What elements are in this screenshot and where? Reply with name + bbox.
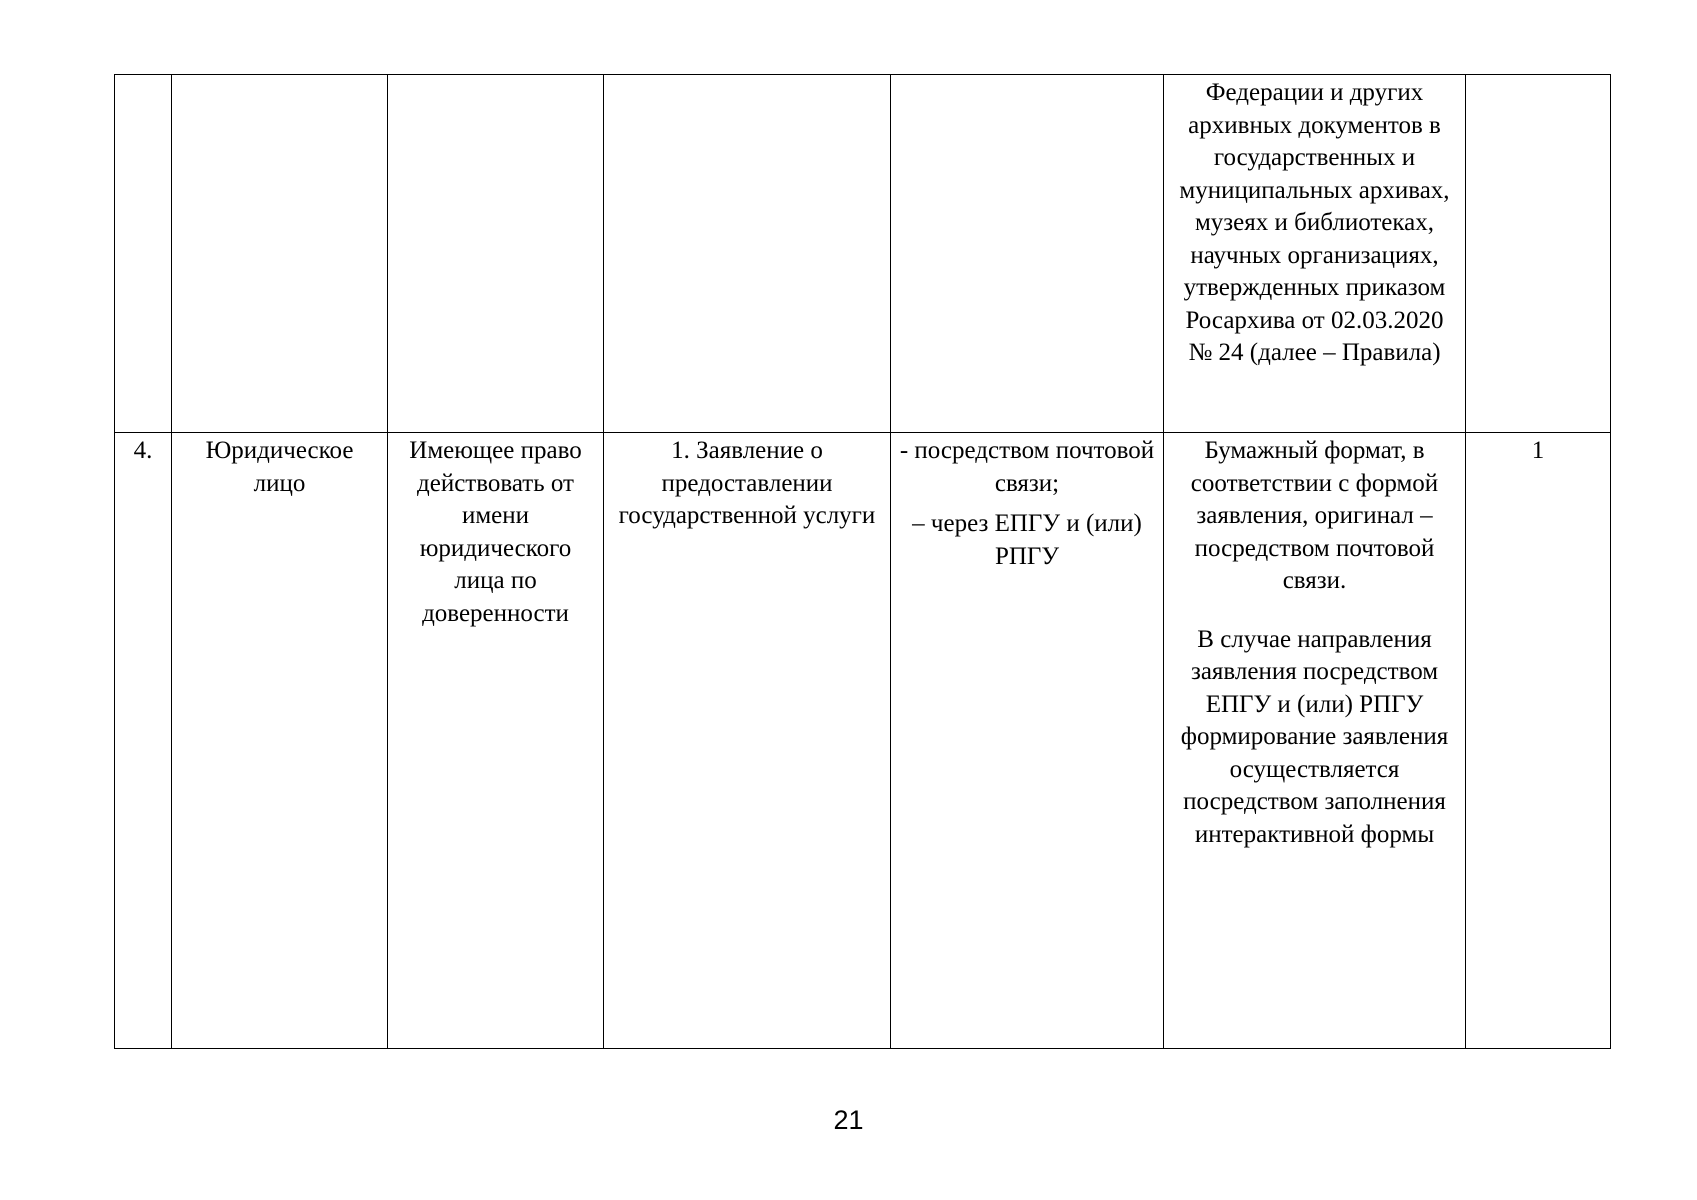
cell-count [1466,75,1611,433]
requirements-portal: В случае направления заявления посредством ЕПГУ и (или) РПГУ формирование заявления осуществляется посредством заполнения интерактивной формы [1180,625,1449,848]
page-number: 21 [833,1105,864,1135]
row-number: 4. [133,437,153,464]
cell-document [604,433,891,1049]
cell-requirements [1164,75,1466,433]
cell-count [1466,433,1611,1049]
services-table [114,74,1611,1049]
cell-number [115,433,172,1049]
representative-text: Имеющее право действовать от имени юридического лица по доверенности [409,437,582,627]
table-row-continued [115,75,1611,433]
method-post: - посредством почтовой связи; [899,437,1155,497]
cell-method [891,433,1164,1049]
regulation-text: Федерации и других архивных документов в государственных и муниципальных архивах, музеях и библиотеках, научных организациях, утвержденных приказом Росархива от 02.03.2020 № 24 (далее – Правила) [1179,79,1450,366]
requirements-paper: Бумажный формат, в соответствии с формой заявления, оригинал – посредством почтовой связи. [1190,437,1439,594]
document-count: 1 [1531,437,1545,464]
cell-number [115,75,172,433]
cell-representative [388,75,604,433]
applicant-category: Юридическое лицо [205,437,354,497]
cell-method [891,75,1164,433]
cell-requirements [1164,433,1466,1049]
table-row [115,433,1611,1049]
cell-representative [388,433,604,1049]
document-name: 1. Заявление о предоставлении государственной услуги [618,437,876,529]
cell-category [172,75,388,433]
cell-document [604,75,891,433]
cell-category [172,433,388,1049]
method-portal: – через ЕПГУ и (или) РПГУ [912,510,1142,570]
